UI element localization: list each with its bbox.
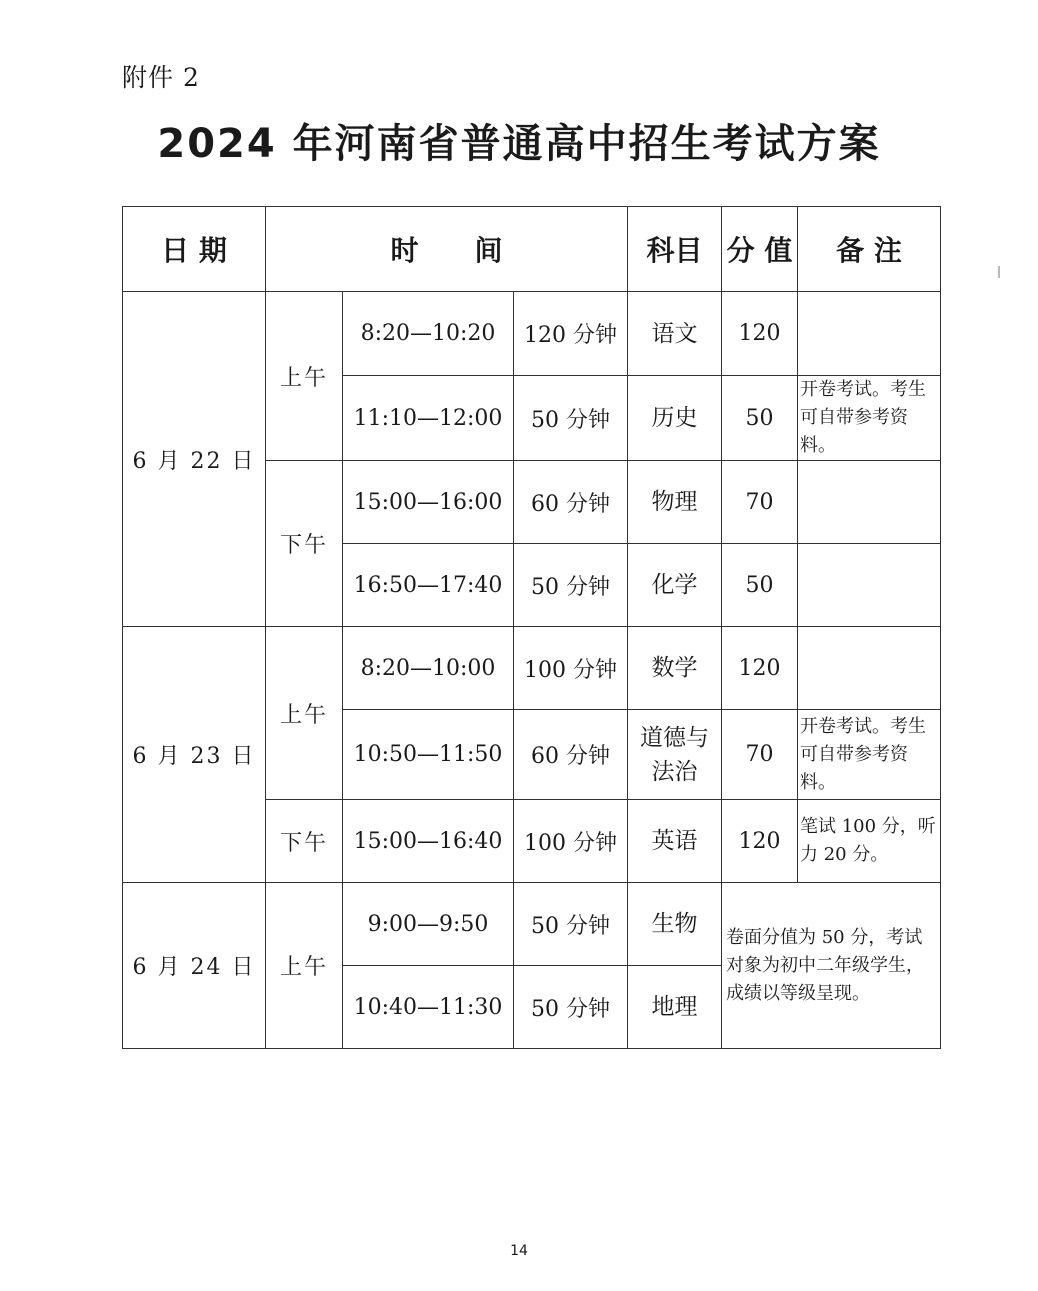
date-cell: 6 月 23 日 — [123, 627, 266, 883]
subject-cell: 物理 — [628, 461, 722, 544]
duration-cell: 50 分钟 — [514, 376, 628, 461]
subject-cell: 英语 — [628, 800, 722, 883]
remark-cell: 开卷考试。考生可自带参考资料。 — [798, 376, 941, 461]
duration-cell: 60 分钟 — [514, 710, 628, 800]
page-number: 14 — [510, 1243, 528, 1259]
table-row — [123, 292, 941, 376]
score-cell: 120 — [722, 627, 798, 710]
table-header-row — [123, 207, 941, 292]
time-cell: 10:50—11:50 — [343, 710, 514, 800]
date-cell: 6 月 24 日 — [123, 883, 266, 1049]
exam-schedule-table — [122, 206, 941, 1049]
header-date: 日 期 — [123, 207, 266, 292]
subject-cell: 语文 — [628, 292, 722, 376]
score-cell: 50 — [722, 544, 798, 627]
subject-cell: 地理 — [628, 966, 722, 1049]
remark-cell — [798, 461, 941, 544]
duration-cell: 100 分钟 — [514, 800, 628, 883]
score-cell: 120 — [722, 292, 798, 376]
remark-cell — [798, 544, 941, 627]
period-cell: 下午 — [266, 461, 343, 627]
duration-cell: 120 分钟 — [514, 292, 628, 376]
time-cell: 8:20—10:00 — [343, 627, 514, 710]
date-cell: 6 月 22 日 — [123, 292, 266, 627]
score-cell: 70 — [722, 461, 798, 544]
header-subject: 科目 — [628, 207, 722, 292]
time-cell: 9:00—9:50 — [343, 883, 514, 966]
remark-cell — [798, 627, 941, 710]
subject-cell: 数学 — [628, 627, 722, 710]
score-cell: 70 — [722, 710, 798, 800]
header-remark: 备 注 — [798, 207, 941, 292]
remark-cell: 笔试 100 分，听力 20 分。 — [798, 800, 941, 883]
document-title: 2024 年河南省普通高中招生考试方案 — [157, 121, 881, 167]
table-row — [123, 883, 941, 966]
header-score: 分 值 — [722, 207, 798, 292]
subject-cell — [628, 710, 722, 800]
duration-cell: 100 分钟 — [514, 627, 628, 710]
attachment-label: 附件 2 — [122, 63, 200, 92]
subject-cell: 生物 — [628, 883, 722, 966]
subject-cell: 化学 — [628, 544, 722, 627]
period-cell: 下午 — [266, 800, 343, 883]
time-cell: 8:20—10:20 — [343, 292, 514, 376]
duration-cell: 50 分钟 — [514, 544, 628, 627]
period-cell: 上午 — [266, 627, 343, 800]
time-cell: 15:00—16:40 — [343, 800, 514, 883]
duration-cell: 60 分钟 — [514, 461, 628, 544]
duration-cell: 50 分钟 — [514, 883, 628, 966]
remark-cell: 卷面分值为 50 分，考试对象为初中二年级学生，成绩以等级呈现。 — [722, 883, 941, 1049]
time-cell: 15:00—16:00 — [343, 461, 514, 544]
period-cell: 上午 — [266, 883, 343, 1049]
subject-line: 法治 — [651, 758, 698, 785]
header-time: 时 间 — [266, 207, 628, 292]
time-cell: 16:50—17:40 — [343, 544, 514, 627]
period-cell: 上午 — [266, 292, 343, 461]
time-cell: 10:40—11:30 — [343, 966, 514, 1049]
remark-cell — [798, 292, 941, 376]
score-cell: 50 — [722, 376, 798, 461]
time-cell: 11:10—12:00 — [343, 376, 514, 461]
score-cell: 120 — [722, 800, 798, 883]
table-row — [123, 627, 941, 710]
duration-cell: 50 分钟 — [514, 966, 628, 1049]
scan-mark — [998, 266, 1000, 278]
subject-line: 道德与 — [640, 724, 709, 751]
remark-cell: 开卷考试。考生可自带参考资料。 — [798, 710, 941, 800]
subject-cell: 历史 — [628, 376, 722, 461]
